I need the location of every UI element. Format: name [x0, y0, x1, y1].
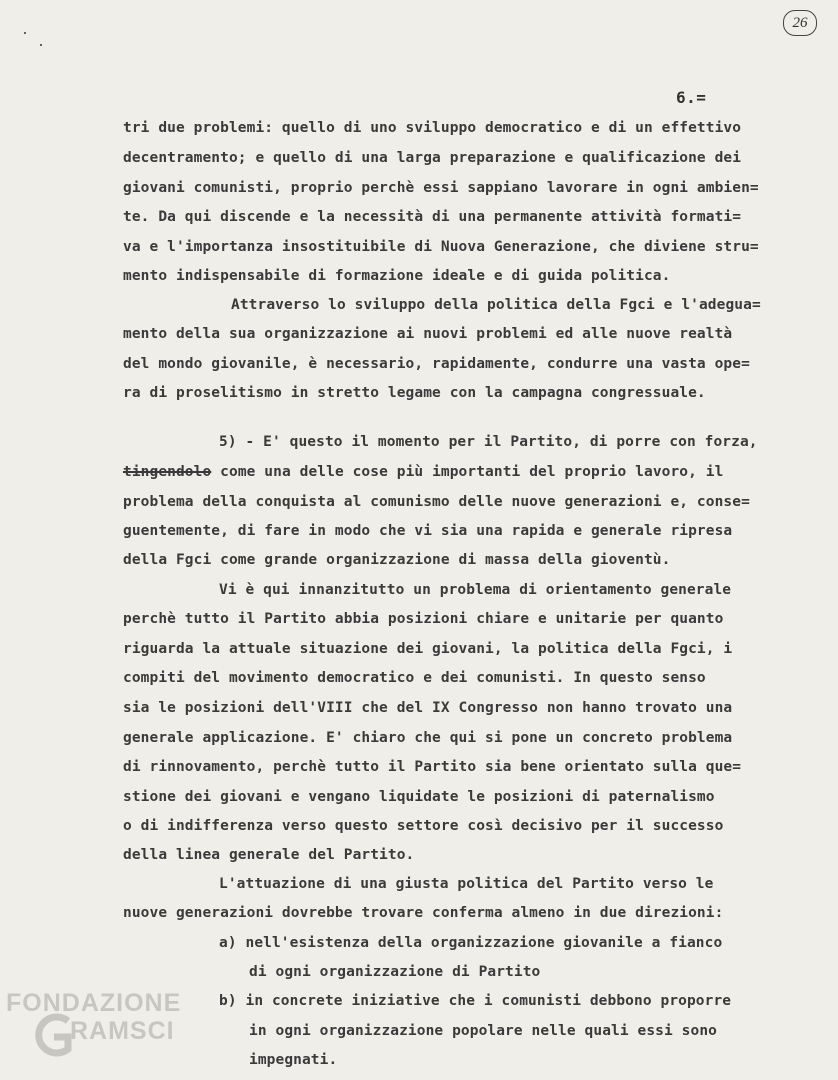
text-line: stione dei giovani e vengano liquidate le posizioni di paternalismo: [123, 789, 715, 805]
text-line-rest: come una delle cose più importanti del proprio lavoro, il: [220, 464, 724, 480]
text-line: decentramento; e quello di una larga preparazione e qualificazione dei: [123, 150, 742, 166]
page-number: 6.=: [676, 88, 707, 107]
text-line: sia le posizioni dell'VIII che del IX Congresso non hanno trovato una: [123, 700, 733, 716]
list-item-b-continued: impegnati.: [249, 1052, 338, 1068]
text-line: del mondo giovanile, è necessario, rapidamente, condurre una vasta ope=: [123, 356, 750, 372]
list-item-b-continued: in ogni organizzazione popolare nelle quali essi sono: [249, 1023, 717, 1039]
text-line: di rinnovamento, perchè tutto il Partito sia bene orientato sulla que=: [123, 759, 742, 775]
text-line: della linea generale del Partito.: [123, 847, 415, 863]
text-line: L'attuazione di una giusta politica del Partito verso le: [219, 876, 714, 892]
text-line: Attraverso lo sviluppo della politica della Fgci e l'adegua=: [231, 297, 761, 313]
text-line: mento indispensabile di formazione ideale e di guida politica.: [123, 268, 671, 284]
text-line-with-strikeout: [123, 462, 723, 482]
watermark-text: RAMSCI: [70, 1017, 175, 1045]
text-line: Vi è qui innanzitutto un problema di orientamento generale: [219, 582, 732, 598]
text-line: va e l'importanza insostituibile di Nuova Generazione, che diviene stru=: [123, 239, 759, 255]
watermark-text: FONDAZIONE: [6, 989, 182, 1017]
text-line: giovani comunisti, proprio perchè essi sappiano lavorare in ogni ambien=: [123, 180, 759, 196]
list-item-a: a) nell'esistenza della organizzazione giovanile a fianco: [219, 935, 723, 951]
fondazione-gramsci-watermark: [6, 985, 216, 1075]
text-line: perchè tutto il Partito abbia posizioni chiare e unitarie per quanto: [123, 611, 724, 627]
gramsci-g-logo-icon: [34, 1011, 74, 1059]
speck: [24, 32, 26, 34]
list-item-a-continued: di ogni organizzazione di Partito: [249, 964, 541, 980]
text-line: problema della conquista al comunismo delle nuove generazioni e, conse=: [123, 494, 750, 510]
text-line: tri due problemi: quello di uno sviluppo democratico e di un effettivo: [123, 120, 742, 136]
archive-page-number: 26: [783, 10, 817, 36]
text-line: guentemente, di fare in modo che vi sia una rapida e generale ripresa: [123, 523, 733, 539]
struck-word: tingendolo: [123, 464, 212, 480]
text-line: ra di proselitismo in stretto legame con la campagna congressuale.: [123, 385, 706, 401]
text-line: te. Da qui discende e la necessità di una permanente attività formati=: [123, 209, 742, 225]
speck: [40, 44, 42, 46]
text-line: 5) - E' questo il momento per il Partito, di porre con forza,: [219, 434, 758, 450]
text-line: nuove generazioni dovrebbe trovare conferma almeno in due direzioni:: [123, 905, 724, 921]
text-line: o di indifferenza verso questo settore così decisivo per il successo: [123, 818, 724, 834]
text-line: compiti del movimento democratico e dei comunisti. In questo senso: [123, 670, 706, 686]
text-line: mento della sua organizzazione ai nuovi problemi ed alle nuove realtà: [123, 326, 733, 342]
text-line: riguarda la attuale situazione dei giovani, la politica della Fgci, i: [123, 641, 733, 657]
text-line: della Fgci come grande organizzazione di massa della gioventù.: [123, 552, 671, 568]
text-line: generale applicazione. E' chiaro che qui si pone un concreto problema: [123, 730, 733, 746]
list-item-b: b) in concrete iniziative che i comunisti debbono proporre: [219, 993, 732, 1009]
